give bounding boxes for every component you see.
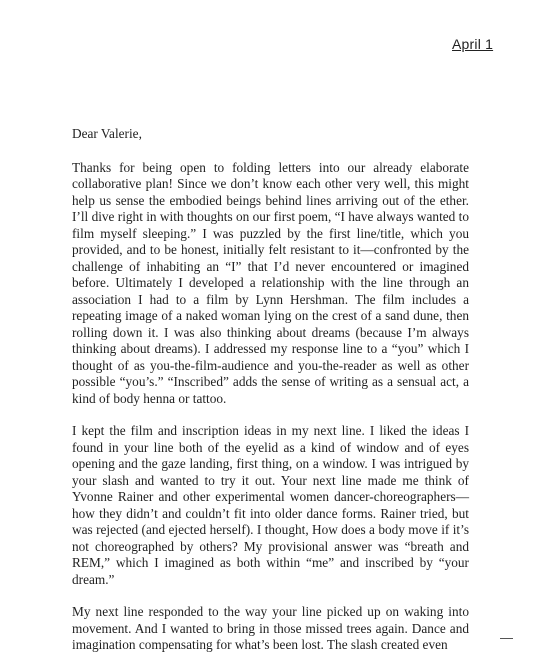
paragraph-2: I kept the film and inscription ideas in my next line. I liked the ideas I found in your line both of the eyelid as a kind of window and of eyes opening and the gaze landing, first thing, on a window. I was intrigued by your slash and wanted to try it out. Your next line made me think of Yvonne Rainer and other experimental women dancer-choreographers—how they didn’t and couldn’t fit into older dance forms. Rainer tried, but was rejected (and ejected herself). I thought, How does a body move if it’s not choreographed by others? My provisional answer was “breath and REM,” which I imagined as both within “me” and inscribed by “your dream.”: [72, 423, 469, 587]
paragraph-1: Thanks for being open to folding letters into our already elaborate collaborative plan! Since we don’t know each other very well, this might help us sense the embodied beings behind lines arriving out of the ether. I’ll dive right in with thoughts on our first poem, “I have always wanted to film myself sleeping.” I was puzzled by the first line/title, which you provided, and to be honest, initially felt resistant to it—confronted by the challenge of inhabiting an “I” that I’d never encountered or imagined before. Ultimately I developed a relationship with the line through an association I had to a film by Lynn Hershman. The film includes a repeating image of a naked woman lying on the crest of a sand dune, then rolling down it. I was also thinking about dreams (because I’m always thinking about dreams). I addressed my response line to a “you” which I thought of as you-the-film-audience and you-the-reader as well as other possible “you’s.” “Inscribed” adds the sense of writing as a sensual act, a kind of body henna or tattoo.: [72, 159, 469, 406]
salutation: Dear Valerie,: [72, 126, 142, 141]
page-marker: [500, 638, 513, 639]
letter-date: April 1: [452, 36, 494, 52]
letter-body: [72, 126, 469, 670]
paragraph-3: My next line responded to the way your line picked up on waking into movement. And I wanted to bring in those missed trees again. Dance and imagination compensating for what’s been lost. The slash created even: [72, 604, 469, 652]
